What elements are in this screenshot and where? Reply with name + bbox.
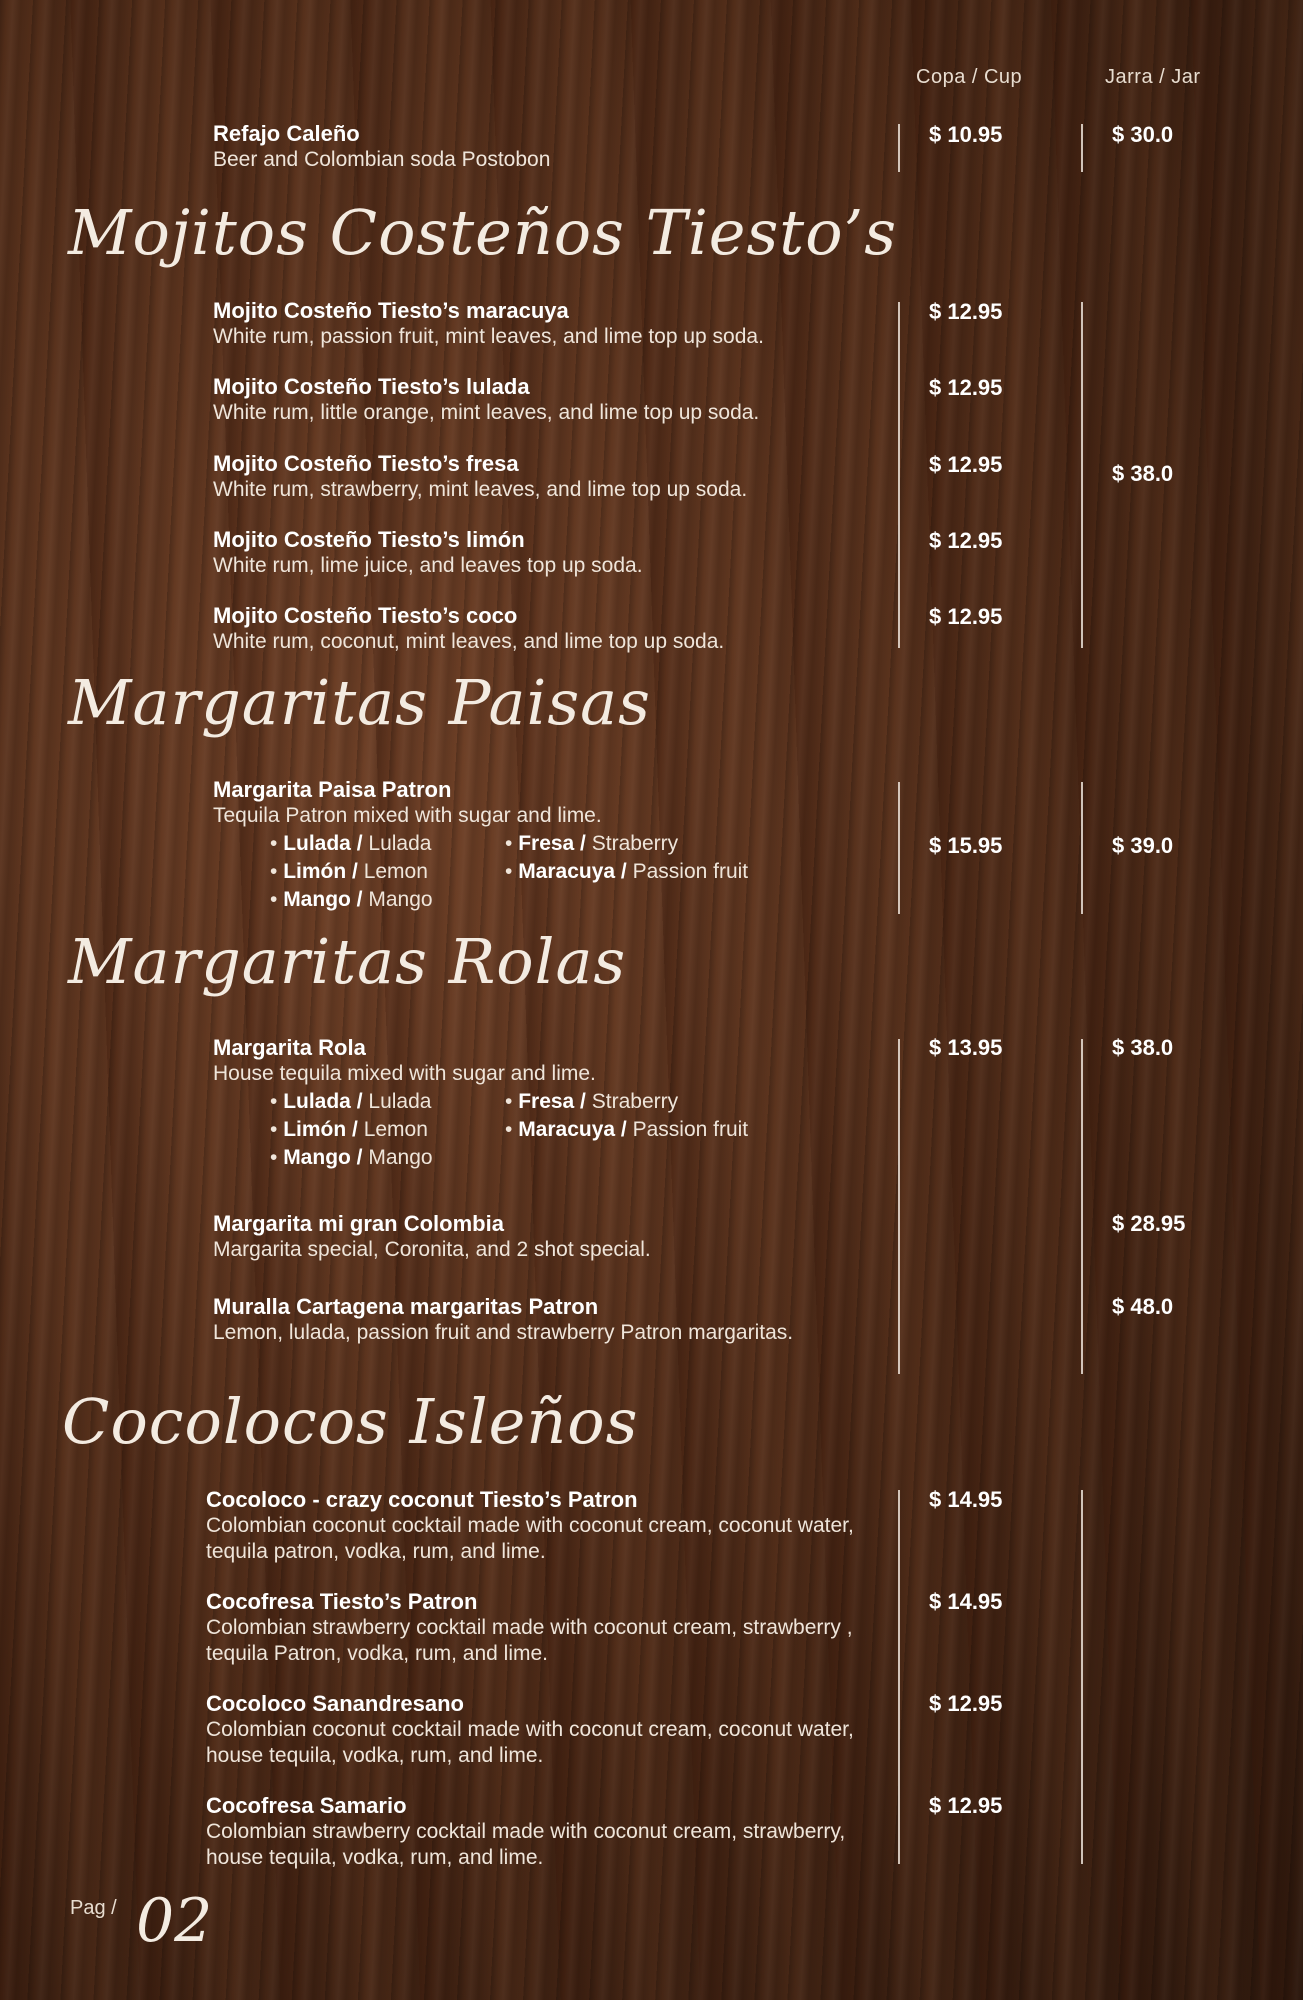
price-jar: $ 48.0: [1112, 1294, 1174, 1319]
menu-item-cocofresa-samario: [206, 1793, 886, 1871]
item-description: White rum, coconut, mint leaves, and lime top up soda.: [213, 630, 725, 653]
flavor-option: • Mango / Mango: [270, 1146, 433, 1169]
page-label: Pag /: [70, 1897, 117, 1919]
item-description: Colombian coconut cocktail made with coconut cream, coconut water, tequila patron, vodka, rum, and lime.: [206, 1514, 854, 1563]
price-cup: $ 12.95: [929, 604, 1003, 629]
item-description: White rum, little orange, mint leaves, and lime top up soda.: [213, 401, 760, 424]
flavor-option: • Limón / Lemon: [270, 860, 428, 883]
cup-divider: [898, 782, 900, 914]
cup-divider: [898, 1490, 900, 1864]
item-name: Margarita mi gran Colombia: [213, 1211, 504, 1236]
price-cup: $ 10.95: [929, 122, 1003, 147]
item-description: White rum, passion fruit, mint leaves, and lime top up soda.: [213, 325, 764, 348]
price-jar: $ 38.0: [1112, 1035, 1174, 1060]
jar-divider: [1081, 124, 1083, 172]
flavor-option: • Lulada / Lulada: [270, 832, 432, 855]
section-title-paisas: Margaritas Paisas: [68, 666, 651, 739]
jar-divider: [1081, 782, 1083, 914]
price-cup: $ 15.95: [929, 833, 1003, 858]
item-name: Margarita Paisa Patron: [213, 777, 452, 802]
menu-item-margarita-paisa: [213, 777, 893, 829]
menu-item-margarita-colombia: [213, 1211, 893, 1263]
item-description: Colombian strawberry cocktail made with coconut cream, strawberry , tequila Patron, vodka, rum, and lime.: [206, 1616, 853, 1665]
price-cup: $ 14.95: [929, 1487, 1003, 1512]
menu-item-mojito-limon: [213, 527, 893, 579]
item-name: Mojito Costeño Tiesto’s coco: [213, 603, 518, 628]
item-description: Colombian strawberry cocktail made with coconut cream, strawberry, house tequila, vodka, rum, and lime.: [206, 1820, 846, 1869]
item-description: White rum, strawberry, mint leaves, and lime top up soda.: [213, 478, 748, 501]
flavor-option: • Maracuya / Passion fruit: [505, 860, 749, 883]
item-description: Tequila Patron mixed with sugar and lime.: [213, 804, 602, 827]
flavor-option: • Limón / Lemon: [270, 1118, 428, 1141]
item-name: Cocoloco - crazy coconut Tiesto’s Patron: [206, 1487, 638, 1512]
price-cup: $ 12.95: [929, 1691, 1003, 1716]
item-name: Mojito Costeño Tiesto’s lulada: [213, 374, 530, 399]
price-jar: $ 28.95: [1112, 1211, 1186, 1236]
item-name: Margarita Rola: [213, 1035, 366, 1060]
column-header-jar: Jarra / Jar: [1105, 66, 1201, 88]
item-name: Cocofresa Tiesto’s Patron: [206, 1589, 478, 1614]
menu-item-cocoloco-patron: [206, 1487, 886, 1565]
cup-divider: [898, 1039, 900, 1374]
item-description: Margarita special, Coronita, and 2 shot special.: [213, 1238, 651, 1261]
menu-item-mojito-fresa: [213, 451, 893, 503]
page-number: 02: [136, 1886, 213, 1956]
flavor-option: • Fresa / Straberry: [505, 832, 679, 855]
jar-divider: [1081, 1490, 1083, 1864]
item-name: Mojito Costeño Tiesto’s limón: [213, 527, 525, 552]
item-description: Colombian coconut cocktail made with coconut cream, coconut water, house tequila, vodka, rum, and lime.: [206, 1718, 854, 1767]
section-title-rolas: Margaritas Rolas: [68, 925, 627, 998]
price-cup: $ 13.95: [929, 1035, 1003, 1060]
flavor-option: • Lulada / Lulada: [270, 1090, 432, 1113]
price-cup: $ 14.95: [929, 1589, 1003, 1614]
menu-item-muralla-cartagena: [213, 1294, 853, 1346]
price-cup: $ 12.95: [929, 1793, 1003, 1818]
price-cup: $ 12.95: [929, 375, 1003, 400]
menu-item-cocoloco-sanandresano: [206, 1691, 886, 1769]
item-description: Beer and Colombian soda Postobon: [213, 148, 551, 171]
menu-item-refajo: [213, 121, 893, 173]
flavor-option: • Fresa / Straberry: [505, 1090, 679, 1113]
price-jar: $ 38.0: [1112, 461, 1174, 486]
item-description: House tequila mixed with sugar and lime.: [213, 1062, 596, 1085]
column-header-cup: Copa / Cup: [916, 66, 1023, 88]
jar-divider: [1081, 1039, 1083, 1374]
price-jar: $ 30.0: [1112, 122, 1174, 147]
menu-item-mojito-coco: [213, 603, 893, 655]
flavor-option: • Mango / Mango: [270, 888, 433, 911]
price-cup: $ 12.95: [929, 452, 1003, 477]
item-name: Cocoloco Sanandresano: [206, 1691, 464, 1716]
menu-item-margarita-rola: [213, 1035, 893, 1087]
menu-item-mojito-maracuya: [213, 298, 893, 350]
item-name: Muralla Cartagena margaritas Patron: [213, 1294, 599, 1319]
price-jar: $ 39.0: [1112, 833, 1174, 858]
section-title-mojitos: Mojitos Costeños Tiesto’s: [68, 196, 898, 269]
jar-divider: [1081, 302, 1083, 648]
item-name: Mojito Costeño Tiesto’s fresa: [213, 451, 519, 476]
menu-item-mojito-lulada: [213, 374, 893, 426]
cup-divider: [898, 302, 900, 648]
price-cup: $ 12.95: [929, 299, 1003, 324]
menu-item-cocofresa-patron: [206, 1589, 886, 1667]
item-description: Lemon, lulada, passion fruit and strawberry Patron margaritas.: [213, 1321, 794, 1344]
item-name: Mojito Costeño Tiesto’s maracuya: [213, 298, 569, 323]
item-name: Cocofresa Samario: [206, 1793, 407, 1818]
flavor-option: • Maracuya / Passion fruit: [505, 1118, 749, 1141]
section-title-cocolocos: Cocolocos Isleños: [62, 1385, 639, 1458]
item-name: Refajo Caleño: [213, 121, 360, 146]
cup-divider: [898, 124, 900, 172]
price-cup: $ 12.95: [929, 528, 1003, 553]
item-description: White rum, lime juice, and leaves top up soda.: [213, 554, 643, 577]
